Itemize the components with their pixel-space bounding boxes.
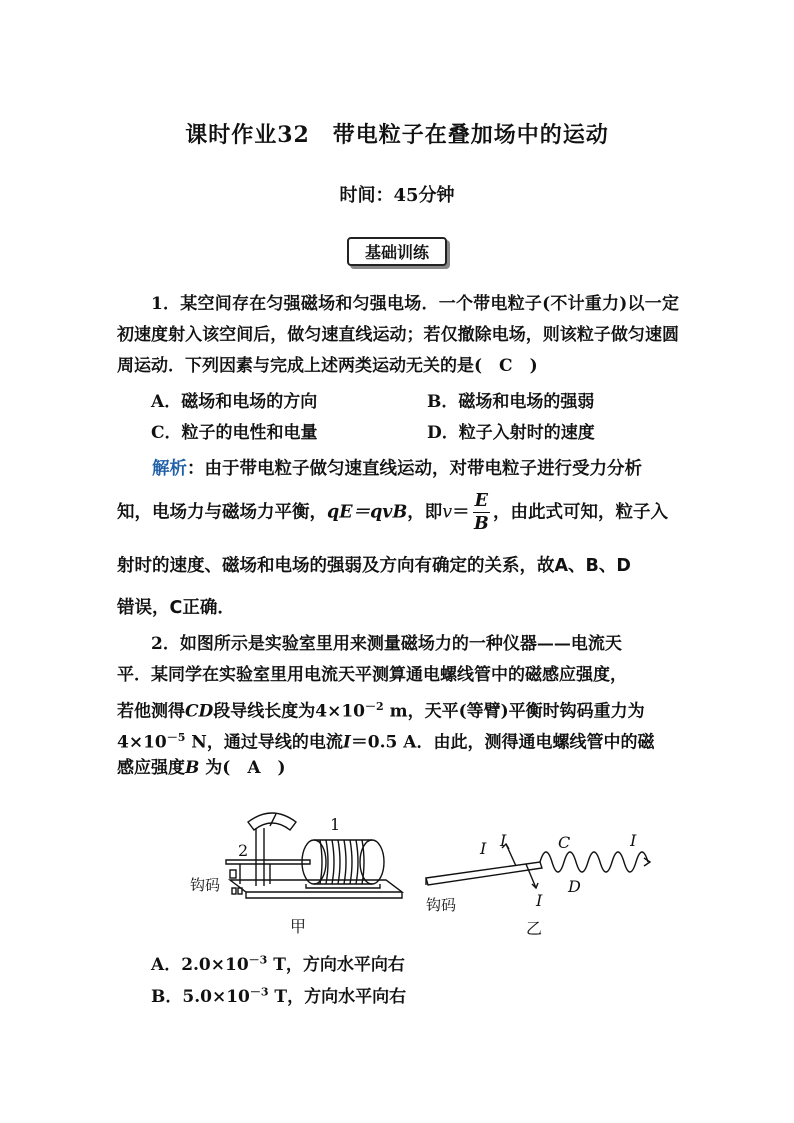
label-current-2: I (500, 831, 507, 850)
analysis-label: 解析 (152, 459, 187, 479)
q2-line-5a: 感应强度 (117, 758, 185, 778)
q2-line-3c: m，天平(等臂)平衡时钩码重力为 (383, 701, 645, 722)
fraction-denominator: B (473, 514, 489, 534)
analysis-line-4: 错误，C正确． (117, 598, 235, 618)
q2-option-b-pre: B．5.0×10 (151, 987, 250, 1007)
q2-line-4b: N，通过导线的电流 (185, 732, 343, 753)
q2-option-b (151, 982, 406, 1007)
q2-line-3a: 若他测得 (117, 701, 185, 722)
q2-option-a (151, 950, 405, 975)
analysis-line-1-text: ：由于带电粒子做匀速直线运动，对带电粒子进行受力分析 (187, 459, 642, 479)
base-plate-edge (246, 892, 402, 898)
q2-line-4c: ＝0.5 A．由此，测得通电螺线管中的磁 (350, 732, 655, 753)
q2-line-5 (117, 753, 679, 784)
analysis-line-2-mid: ，即 (407, 502, 443, 523)
current-arrowhead-right (644, 858, 650, 866)
analysis-line-1 (152, 455, 682, 480)
weight-small-1 (232, 888, 236, 894)
section-badge: 基础训练 (347, 237, 447, 266)
page-title: 课时作业32 带电粒子在叠加场中的运动 (185, 122, 609, 148)
label-current-3: I (536, 891, 543, 910)
weight-label-right: 钩码 (426, 896, 457, 914)
beam-support (240, 864, 270, 884)
current-arrow-down (526, 864, 536, 888)
section-badge-wrap (0, 237, 794, 266)
balance-pillar (256, 828, 264, 886)
figure-svg (180, 788, 660, 948)
q2-line-2: 平．某同学在实验室里用电流天平测算通电螺线管中的磁感应强度， (117, 665, 627, 685)
time-limit: 时间：45分钟 (339, 185, 455, 206)
analysis-line-2 (117, 490, 682, 535)
label-current-4: I (630, 831, 637, 850)
caption-right: 乙 (526, 919, 543, 938)
equation-equals: ＝ (452, 502, 470, 523)
current-balance-figure (180, 788, 660, 948)
q2-option-a-pre: A．2.0×10 (151, 955, 249, 975)
fraction-numerator: E (474, 491, 489, 511)
balance-beam (226, 860, 310, 864)
analysis-line-3: 射时的速度、磁场和电场的强弱及方向有确定的关系，故A、B、D (117, 556, 631, 576)
solenoid-spiral (540, 852, 648, 872)
label-current-1: I (480, 839, 487, 858)
balance-arm (426, 862, 542, 885)
q2-line-4a: 4×10 (117, 732, 167, 753)
label-c: C (558, 833, 571, 852)
scale-needle (270, 814, 276, 826)
caption-left: 甲 (290, 917, 307, 936)
q2-option-b-exp: －3 (249, 985, 269, 999)
equation-v: v (442, 502, 453, 523)
segment-cd: CD (185, 701, 214, 722)
weight-left (230, 870, 236, 878)
q2-line-1: 2．如图所示是实验室里用来测量磁场力的一种仪器——电流天 (151, 634, 622, 654)
question-1-text: 1．某空间存在匀强磁场和匀强电场．一个带电粒子(不计重力)以一定初速度射入该空间后，做匀速直线运动；若仅撤除电场，则该粒子做匀速圆周运动．下列因素与完成上述两类运动无关的是( C ) (117, 294, 679, 376)
q1-option-d: D．粒子入射时的速度 (427, 423, 595, 443)
weight-small-2 (238, 888, 242, 894)
q2-line-5b: 为( A ) (199, 758, 286, 778)
q2-option-a-post: T，方向水平向右 (267, 955, 405, 975)
q2-line-3b: 段导线长度为4×10 (213, 701, 366, 722)
exponent-1: －2 (365, 700, 384, 713)
label-2: 2 (238, 841, 249, 860)
q1-option-b: B．磁场和电场的强弱 (427, 392, 595, 412)
analysis-line-2-post: ，由此式可知，粒子入 (493, 502, 669, 523)
exponent-2: －5 (166, 731, 186, 744)
fraction-e-over-b (473, 490, 490, 535)
q2-option-a-exp: －3 (248, 953, 268, 967)
field-symbol: B (185, 758, 200, 778)
equation-force-balance: qE＝qvB (327, 502, 408, 523)
label-1: 1 (330, 815, 341, 834)
label-d: D (568, 877, 581, 896)
analysis-line-2-pre: 知，电场力与磁场力平衡， (117, 502, 327, 523)
weight-label-left: 钩码 (190, 876, 221, 894)
q1-option-c: C．粒子的电性和电量 (151, 423, 318, 443)
current-symbol: I (342, 732, 351, 753)
q1-option-a: A．磁场和电场的方向 (151, 392, 318, 412)
q2-option-b-post: T，方向水平向右 (268, 987, 407, 1007)
